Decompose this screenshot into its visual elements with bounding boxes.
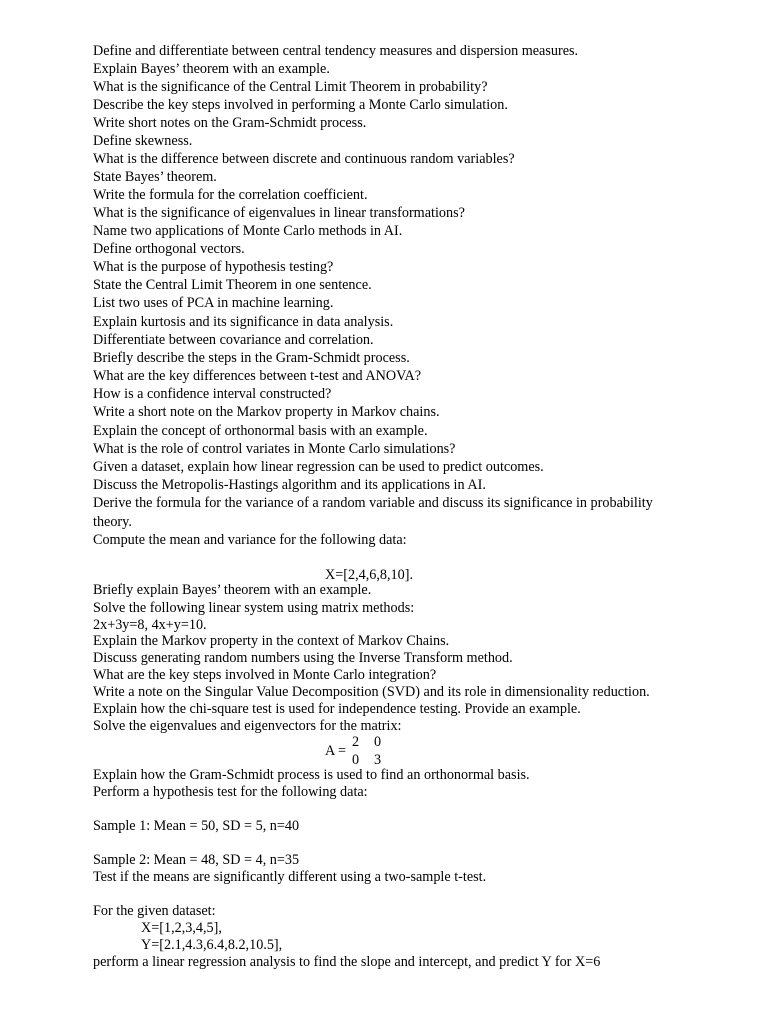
matrix-cell: 3 xyxy=(374,752,382,768)
question-text: Given a dataset, explain how linear regression can be used to predict outcomes. xyxy=(93,459,544,475)
question-text: Solve the following linear system using matrix methods: xyxy=(93,600,415,616)
question-text: Explain the concept of orthonormal basis with an example. xyxy=(93,423,428,439)
question-text: Perform a hypothesis test for the following data: xyxy=(93,784,368,800)
question-text: Differentiate between covariance and correlation. xyxy=(93,332,374,348)
matrix-cell: 0 xyxy=(374,734,382,750)
question-text: State the Central Limit Theorem in one sentence. xyxy=(93,277,372,293)
q37-sample1: Sample 1: Mean = 50, SD = 5, n=40 xyxy=(93,818,300,834)
question-text: Explain how the Gram-Schmidt process is used to find an orthonormal basis. xyxy=(93,767,530,783)
q37-sample2: Sample 2: Mean = 48, SD = 4, n=35 xyxy=(93,852,300,868)
question-text: Define skewness. xyxy=(93,133,193,149)
question-text: Define and differentiate between central tendency measures and dispersion measures. xyxy=(93,43,579,59)
question-text: For the given dataset: xyxy=(93,903,216,919)
question-text: What is the difference between discrete and continuous random variables? xyxy=(93,151,515,167)
question-text: State Bayes’ theorem. xyxy=(93,169,217,185)
question-text: Briefly explain Bayes’ theorem with an example. xyxy=(93,582,372,598)
q29-equations: 2x+3y=8, 4x+y=10. xyxy=(93,617,207,633)
q26-continuation: theory. xyxy=(93,514,132,530)
question-text: What is the role of control variates in Monte Carlo simulations? xyxy=(93,441,456,457)
q37-instruction: Test if the means are significantly different using a two-sample t-test. xyxy=(93,869,487,885)
question-text: Derive the formula for the variance of a random variable and discuss its significance in probability xyxy=(93,495,653,511)
matrix-cell: 0 xyxy=(352,752,360,768)
q38-y-data: Y=[2.1,4.3,6.4,8.2,10.5], xyxy=(141,937,283,953)
question-text: Write the formula for the correlation coefficient. xyxy=(93,187,368,203)
question-text: Compute the mean and variance for the following data: xyxy=(93,532,407,548)
q38-instruction: perform a linear regression analysis to find the slope and intercept, and predict Y for X=6 xyxy=(93,954,601,970)
question-text: Explain Bayes’ theorem with an example. xyxy=(93,61,330,77)
question-text: Describe the key steps involved in performing a Monte Carlo simulation. xyxy=(93,97,508,113)
question-text: Solve the eigenvalues and eigenvectors for the matrix: xyxy=(93,718,402,734)
question-text: What are the key differences between t-test and ANOVA? xyxy=(93,368,422,384)
q38-x-data: X=[1,2,3,4,5], xyxy=(141,920,222,936)
question-text: What are the key steps involved in Monte Carlo integration? xyxy=(93,667,437,683)
question-text: Explain the Markov property in the context of Markov Chains. xyxy=(93,633,450,649)
question-text: Explain kurtosis and its significance in data analysis. xyxy=(93,314,394,330)
question-text: Define orthogonal vectors. xyxy=(93,241,245,257)
question-text: Discuss the Metropolis-Hastings algorithm and its applications in AI. xyxy=(93,477,486,493)
question-text: Write a note on the Singular Value Decomposition (SVD) and its role in dimensionality reduction. xyxy=(93,684,650,700)
q27-data: X=[2,4,6,8,10]. xyxy=(325,567,413,583)
question-text: What is the significance of eigenvalues in linear transformations? xyxy=(93,205,465,221)
question-text: Write a short note on the Markov property in Markov chains. xyxy=(93,404,440,420)
question-text: What is the significance of the Central Limit Theorem in probability? xyxy=(93,79,488,95)
question-text: Explain how the chi-square test is used for independence testing. Provide an example. xyxy=(93,701,581,717)
question-text: Briefly describe the steps in the Gram-Schmidt process. xyxy=(93,350,410,366)
question-text: Write short notes on the Gram-Schmidt process. xyxy=(93,115,367,131)
question-text: Discuss generating random numbers using the Inverse Transform method. xyxy=(93,650,513,666)
matrix-label: A = xyxy=(325,743,347,759)
question-text: How is a confidence interval constructed? xyxy=(93,386,332,402)
question-text: Name two applications of Monte Carlo methods in AI. xyxy=(93,223,403,239)
question-text: List two uses of PCA in machine learning. xyxy=(93,295,334,311)
matrix-cell: 2 xyxy=(352,734,360,750)
question-text: What is the purpose of hypothesis testing? xyxy=(93,259,334,275)
